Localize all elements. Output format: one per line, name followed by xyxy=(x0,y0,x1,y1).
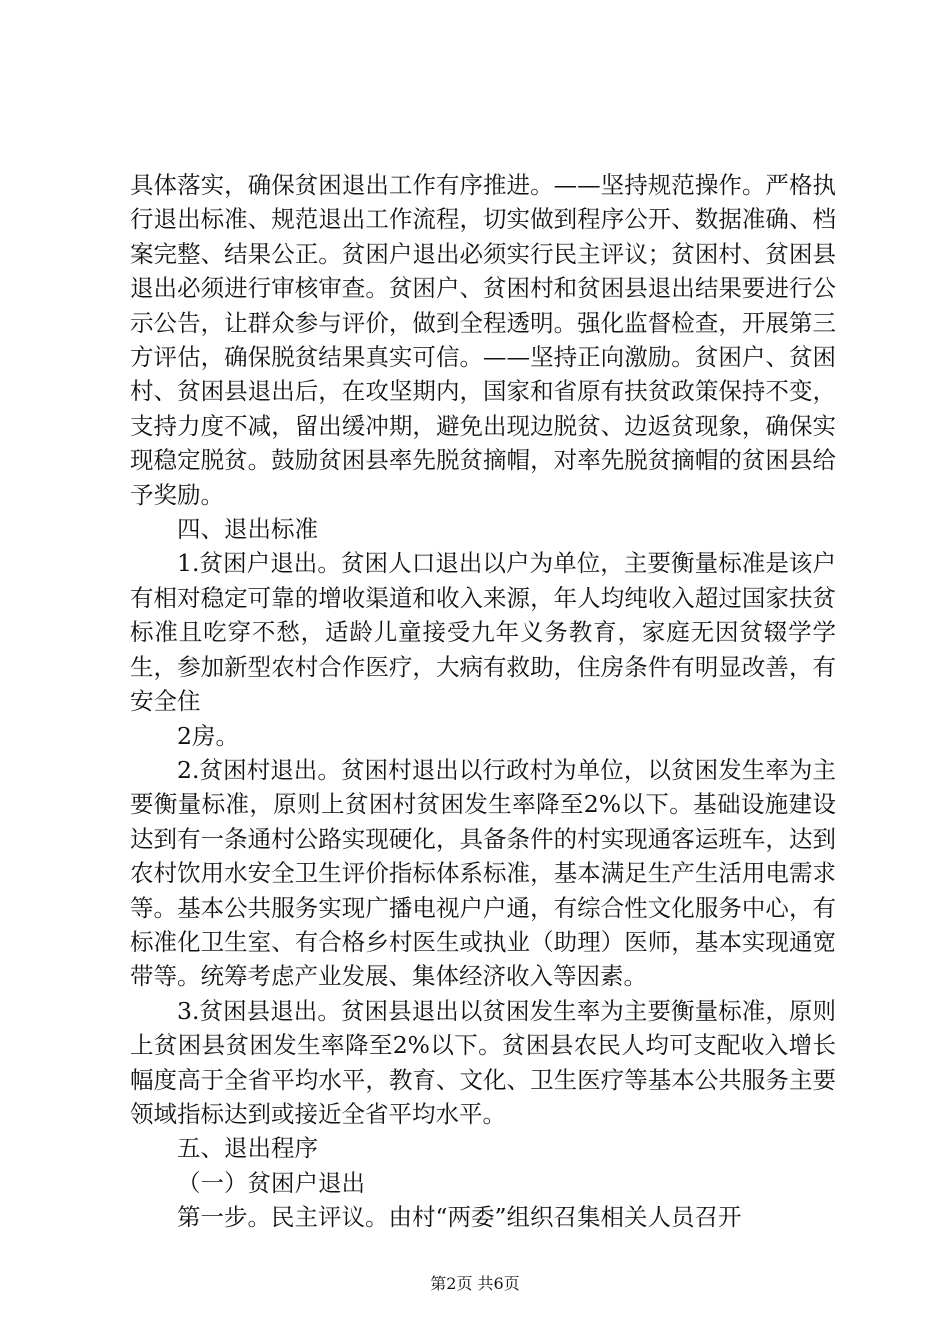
paragraph-fragment-housing: 2房。 xyxy=(177,721,239,750)
document-body xyxy=(130,168,836,1235)
subheading-household-exit: （一）贫困户退出 xyxy=(177,1168,365,1197)
paragraph-county-exit: 3.贫困县退出。贫困县退出以贫困发生率为主要衡量标准，原则上贫困县贫困发生率降至2%以下。贫困县农民人均可支配收入增长幅度高于全省平均水平，教育、文化、卫生医疗等基本公共服务主要领域指标达到或接近全省平均水平。 xyxy=(130,996,836,1128)
heading-exit-procedure: 五、退出程序 xyxy=(177,1134,318,1163)
paragraph-step-one: 第一步。民主评议。由村“两委”组织召集相关人员召开 xyxy=(177,1203,742,1232)
paragraph-household-exit: 1.贫困户退出。贫困人口退出以户为单位，主要衡量标准是该户有相对稳定可靠的增收渠道和收入来源，年人均纯收入超过国家扶贫标准且吃穿不愁，适龄儿童接受九年义务教育，家庭无因贫辍学学生，参加新型农村合作医疗，大病有救助，住房条件有明显改善，有安全住 xyxy=(130,549,836,716)
heading-exit-standards: 四、退出标准 xyxy=(177,515,318,544)
page-footer: 第2页 共6页 xyxy=(430,1274,520,1293)
paragraph-principles-continued: 具体落实，确保贫困退出工作有序推进。——坚持规范操作。严格执行退出标准、规范退出工作流程，切实做到程序公开、数据准确、档案完整、结果公正。贫困户退出必须实行民主评议；贫困村、贫困县退出必须进行审核审查。贫困户、贫困村和贫困县退出结果要进行公示公告，让群众参与评价，做到全程透明。强化监督检查，开展第三方评估，确保脱贫结果真实可信。——坚持正向激励。贫困户、贫困村、贫困县退出后，在攻坚期内，国家和省原有扶贫政策保持不变，支持力度不减，留出缓冲期，避免出现边脱贫、边返贫现象，确保实现稳定脱贫。鼓励贫困县率先脱贫摘帽，对率先脱贫摘帽的贫困县给予奖励。 xyxy=(130,171,836,509)
paragraph-village-exit: 2.贫困村退出。贫困村退出以行政村为单位，以贫困发生率为主要衡量标准，原则上贫困村贫困发生率降至2%以下。基础设施建设达到有一条通村公路实现硬化，具备条件的村实现通客运班车，达到农村饮用水安全卫生评价指标体系标准，基本满足生产生活用电需求等。基本公共服务实现广播电视户户通，有综合性文化服务中心，有标准化卫生室、有合格乡村医生或执业（助理）医师，基本实现通宽带等。统筹考虑产业发展、集体经济收入等因素。 xyxy=(130,755,836,991)
